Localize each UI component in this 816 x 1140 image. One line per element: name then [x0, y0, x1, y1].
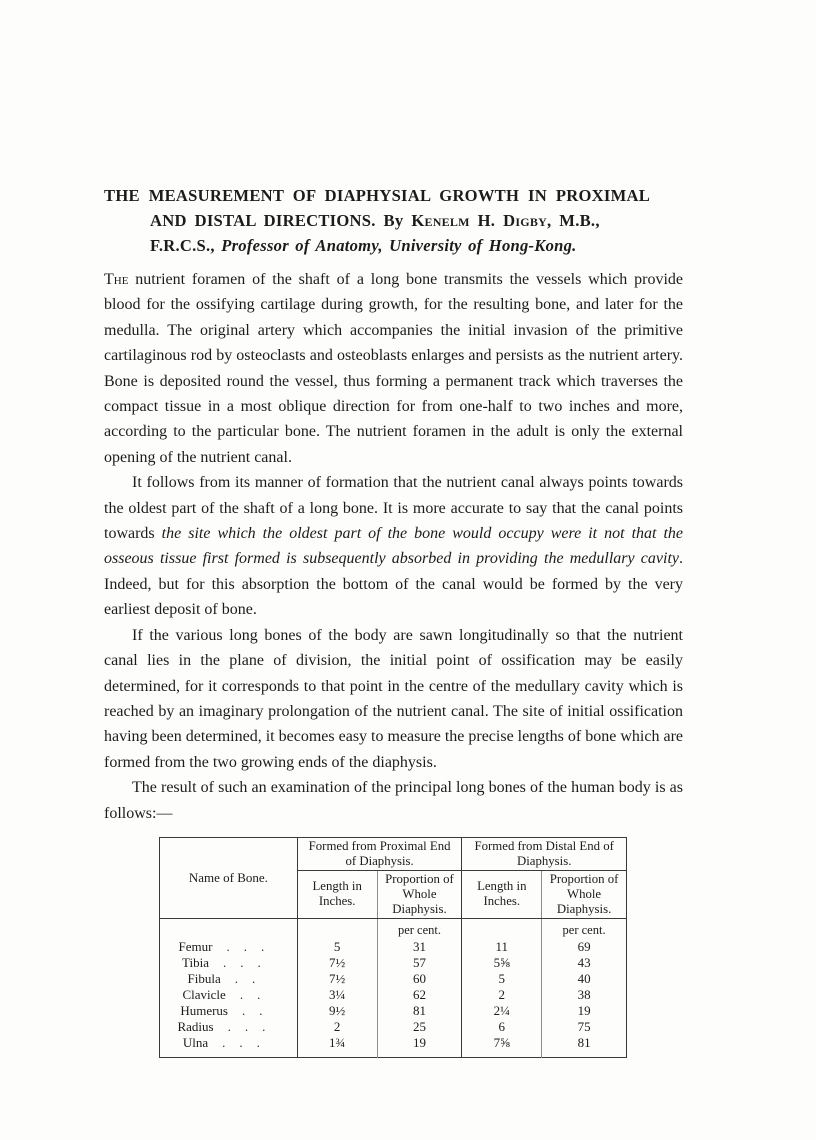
proximal-percent: 60 — [377, 971, 462, 987]
bone-name-label: Femur — [178, 939, 213, 955]
bone-name — [160, 971, 298, 987]
title-line-3 — [150, 233, 683, 258]
col-header-proximal-proportion: Proportion of Whole Diaphysis. — [377, 870, 462, 918]
proximal-length: 2 — [297, 1019, 377, 1035]
proximal-length: 7½ — [297, 971, 377, 987]
col-header-name-of-bone: Name of Bone. — [160, 837, 298, 918]
percent-label-distal: per cent. — [542, 918, 627, 939]
paragraph-1-text: nutrient foramen of the shaft of a long bone transmits the vessels which provide blood for the ossifying cartilage during growth, for the resulting bone, and later for the medulla. The original artery which accompanies the initial invasion of the primitive cartilaginous rod by osteoclasts and osteoblasts enlarges and persists as the nutrient artery. Bone is deposited round the vessel, thus forming a permanent track which traverses the compact tissue in a most oblique direction for from one-half to two inches and more, according to the particular bone. The nutrient foramen in the adult is only the external opening of the nutrient canal. — [104, 271, 683, 466]
table-row — [160, 955, 627, 971]
page-content — [104, 183, 683, 1058]
distal-length: 7⅝ — [462, 1035, 542, 1058]
bone-name-label: Humerus — [180, 1003, 228, 1019]
table-row — [160, 1019, 627, 1035]
proximal-percent: 25 — [377, 1019, 462, 1035]
proximal-length: 7½ — [297, 955, 377, 971]
distal-percent: 40 — [542, 971, 627, 987]
results-table-container — [159, 837, 683, 1059]
percent-label-proximal: per cent. — [377, 918, 462, 939]
distal-percent: 43 — [542, 955, 627, 971]
proximal-percent: 31 — [377, 939, 462, 955]
dot-leader: .. — [239, 987, 275, 1003]
bone-name-label: Tibia — [182, 955, 210, 971]
empty-cell — [297, 918, 377, 939]
paragraph-1-lead: The — [104, 271, 129, 288]
distal-length: 5⅝ — [462, 955, 542, 971]
paragraph-2-italic: the site which the oldest part of the bone would occupy were it not that the osseous tissue first formed is subsequently absorbed in providing the medullary cavity — [104, 525, 684, 568]
proximal-percent: 57 — [377, 955, 462, 971]
dot-leader: ... — [226, 939, 279, 955]
col-header-distal-length: Length in Inches. — [462, 870, 542, 918]
dot-leader: .. — [241, 1003, 277, 1019]
empty-cell — [462, 918, 542, 939]
paragraph-1 — [104, 267, 683, 470]
title-line-1: THE MEASUREMENT OF DIAPHYSIAL GROWTH IN PROXIMAL — [104, 186, 651, 205]
author-affiliation: Professor of Anatomy, University of Hong-Kong. — [221, 236, 577, 255]
author-credentials: F.R.C.S., — [150, 236, 222, 255]
bone-name — [160, 939, 298, 955]
paragraph-2-text-a: It follows from its manner of formation that the nutrient canal always points towards the oldest part of the shaft of a long bone. It is more accurate to say that the canal points towards — [104, 474, 683, 543]
distal-length: 2¼ — [462, 1003, 542, 1019]
bone-name — [160, 955, 298, 971]
dot-leader: .. — [234, 971, 270, 987]
article-body — [104, 267, 683, 826]
proximal-length: 3¼ — [297, 987, 377, 1003]
bone-measurements-table — [159, 837, 627, 1059]
distal-length: 11 — [462, 939, 542, 955]
bone-name-label: Fibula — [187, 971, 221, 987]
bone-name-label: Ulna — [182, 1035, 209, 1051]
bone-name — [160, 1003, 298, 1019]
table-row — [160, 939, 627, 955]
distal-percent: 81 — [542, 1035, 627, 1058]
distal-length: 6 — [462, 1019, 542, 1035]
title-line2-prefix: AND DISTAL DIRECTIONS. By — [150, 211, 412, 230]
table-row — [160, 1003, 627, 1019]
bone-name — [160, 987, 298, 1003]
empty-cell — [160, 918, 298, 939]
paragraph-2 — [104, 470, 683, 622]
title-line-2 — [150, 208, 683, 233]
paragraph-3: If the various long bones of the body are sawn longitudinally so that the nutrient canal lies in the plane of division, the initial point of ossification may be easily determined, for it corresponds to that point in the centre of the medullary cavity which is reached by an imaginary prolongation of the nutrient canal. The site of initial ossification having been determined, it becomes easy to measure the precise lengths of bone which are formed from the two growing ends of the diaphysis. — [104, 626, 683, 771]
table-row — [160, 987, 627, 1003]
bone-name-label: Radius — [177, 1019, 214, 1035]
title-line2-suffix: , M.B., — [547, 211, 600, 230]
table-row — [160, 971, 627, 987]
proximal-percent: 19 — [377, 1035, 462, 1058]
bone-name — [160, 1035, 298, 1058]
col-header-proximal-length: Length in Inches. — [297, 870, 377, 918]
paper-title — [104, 183, 683, 258]
table-row — [160, 1035, 627, 1058]
dot-leader: ... — [222, 1035, 274, 1051]
proximal-length: 5 — [297, 939, 377, 955]
dot-leader: ... — [227, 1019, 280, 1035]
col-group-proximal: Formed from Proximal End of Diaphysis. — [297, 837, 462, 870]
proximal-percent: 62 — [377, 987, 462, 1003]
proximal-length: 1¾ — [297, 1035, 377, 1058]
bone-name-label: Clavicle — [182, 987, 226, 1003]
bone-name — [160, 1019, 298, 1035]
paragraph-4: The result of such an examination of the principal long bones of the human body is as follows:— — [104, 779, 683, 822]
author-name: Kenelm H. Digby — [411, 211, 547, 230]
distal-length: 2 — [462, 987, 542, 1003]
distal-percent: 19 — [542, 1003, 627, 1019]
percent-label-row — [160, 918, 627, 939]
distal-percent: 38 — [542, 987, 627, 1003]
col-group-distal: Formed from Distal End of Diaphysis. — [462, 837, 627, 870]
table-header-row-groups — [160, 837, 627, 870]
distal-percent: 75 — [542, 1019, 627, 1035]
distal-length: 5 — [462, 971, 542, 987]
dot-leader: ... — [223, 955, 275, 971]
proximal-length: 9½ — [297, 1003, 377, 1019]
proximal-percent: 81 — [377, 1003, 462, 1019]
distal-percent: 69 — [542, 939, 627, 955]
paragraph-2-text-b: . Indeed, but for this absorption the bottom of the canal would be formed by the very earliest deposit of bone. — [104, 550, 683, 619]
col-header-distal-proportion: Proportion of Whole Diaphysis. — [542, 870, 627, 918]
